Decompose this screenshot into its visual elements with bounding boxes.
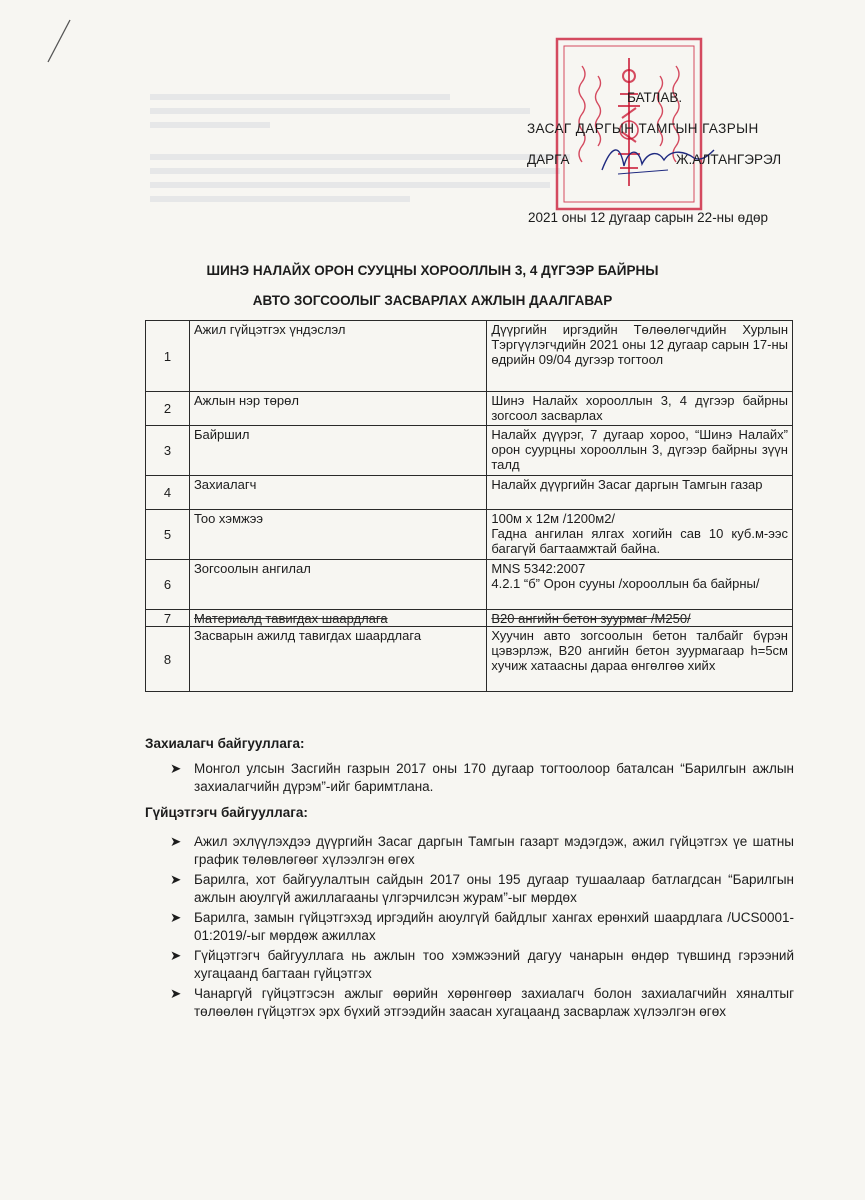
- list-item: [170, 871, 794, 907]
- table-row: [146, 321, 793, 392]
- approval-position: ДАРГА: [527, 152, 570, 167]
- arrow-bullet-icon: ➤: [170, 872, 182, 887]
- row-value: Налайх дүүрэг, 7 дугаар хороо, “Шинэ Налайх” орон суурцны хорооллын 3, дүгээр байрны зүүн талд: [487, 426, 793, 476]
- arrow-bullet-icon: ➤: [170, 986, 182, 1001]
- row-value: Хуучин авто зогсоолын бетон талбайг бүрэн цэвэрлэж, B20 ангийн бетон зуурмагаар h=5см хучиж хатаасны дараа өнгөлгөө хийх: [487, 627, 793, 692]
- row-number: 4: [146, 476, 190, 510]
- row-key: Ажил гүйцэтгэх үндэслэл: [189, 321, 486, 392]
- row-value: Шинэ Налайх хорооллын 3, 4 дүгээр байрны зогсоол засварлах: [487, 392, 793, 426]
- customer-list: [170, 760, 794, 798]
- customer-heading: Захиалагч байгууллага:: [145, 736, 305, 751]
- approval-label: БАТЛАВ.: [627, 90, 683, 105]
- bleed-through-area: [150, 92, 580, 237]
- list-item-text: Ажил эхлүүлэхдээ дүүргийн Засаг даргын Тамгын газарт мэдэгдэж, ажил гүйцэтгэх үе шатны график төлөвлөгөөг хүлээлгэн өгөх: [194, 834, 794, 867]
- table-row: [146, 610, 793, 627]
- row-value: Дүүргийн иргэдийн Төлөөлөгчдийн Хурлын Тэргүүлэгчдийн 2021 оны 12 дугаар сарын 17-ны өдрийн 09/04 дугээр тогтоол: [487, 321, 793, 392]
- row-key: Материалд тавигдах шаардлага: [189, 610, 486, 627]
- list-item: [170, 760, 794, 796]
- arrow-bullet-icon: ➤: [170, 834, 182, 849]
- row-key: Тоо хэмжээ: [189, 510, 486, 560]
- row-number: 3: [146, 426, 190, 476]
- approval-name: Ж.АЛТАНГЭРЭЛ: [676, 152, 782, 167]
- row-number: 7: [146, 610, 190, 627]
- list-item: [170, 947, 794, 983]
- row-value-extra: 4.2.1 “б” Орон сууны /хорооллын ба байрны/: [491, 576, 760, 591]
- contractor-heading: Гүйцэтгэгч байгууллага:: [145, 805, 308, 820]
- table-row: [146, 392, 793, 426]
- document-title-line2: АВТО ЗОГСООЛЫГ ЗАСВАРЛАХ АЖЛЫН ДААЛГАВАР: [252, 293, 613, 308]
- row-value: B20 ангийн бетон зуурмаг /M250/: [487, 610, 793, 627]
- row-key: Захиалагч: [189, 476, 486, 510]
- approval-organization: ЗАСАГ ДАРГЫН ТАМГЫН ГАЗРЫН: [527, 121, 759, 136]
- row-number: 5: [146, 510, 190, 560]
- row-key: Засварын ажилд тавигдах шаардлага: [189, 627, 486, 692]
- table-row: [146, 560, 793, 610]
- row-key: Байршил: [189, 426, 486, 476]
- arrow-bullet-icon: ➤: [170, 948, 182, 963]
- list-item: [170, 909, 794, 945]
- task-table: [145, 320, 793, 692]
- row-value-extra: Гадна ангилан ялгах хогийн сав 10 куб.м-ээс багагүй багтаамжтай байна.: [491, 526, 788, 556]
- list-item-text: Барилга, замын гүйцэтгэхэд иргэдийн аюулгүй байдлыг хангах ерөнхий шаардлага /UCS0001-01:2019/-ыг мөрдөж ажиллах: [194, 910, 794, 943]
- list-item-text: Чанаргүй гүйцэтгэсэн ажлыг өөрийн хөрөнгөөр захиалагч болон захиалагчийн хяналтыг төлөөлөн гүйцэтгэх эрх бүхий этгээдийн заасан хугацаанд засварлаж хүлээлгэн өгөх: [194, 986, 794, 1019]
- row-number: 6: [146, 560, 190, 610]
- list-item: [170, 985, 794, 1021]
- row-number: 8: [146, 627, 190, 692]
- arrow-bullet-icon: ➤: [170, 761, 182, 776]
- contractor-list: [170, 833, 794, 1023]
- pen-mark-icon: [44, 18, 74, 64]
- row-value: MNS 5342:2007: [491, 561, 586, 576]
- row-key: Ажлын нэр төрөл: [189, 392, 486, 426]
- table-row: [146, 426, 793, 476]
- row-value: Налайх дүүргийн Засаг даргын Тамгын газар: [487, 476, 793, 510]
- bleed-through-shapes: [150, 92, 580, 232]
- row-key: Зогсоолын ангилал: [189, 560, 486, 610]
- table-row: [146, 627, 793, 692]
- row-value: 100м х 12м /1200м2/: [491, 511, 616, 526]
- table-row: [146, 510, 793, 560]
- document-title-line1: ШИНЭ НАЛАЙХ ОРОН СУУЦНЫ ХОРООЛЛЫН 3, 4 ДҮГЭЭР БАЙРНЫ: [206, 263, 659, 278]
- table-row: [146, 476, 793, 510]
- approval-date: 2021 оны 12 дугаар сарын 22-ны өдөр: [528, 210, 768, 225]
- arrow-bullet-icon: ➤: [170, 910, 182, 925]
- list-item-text: Гүйцэтгэгч байгууллага нь ажлын тоо хэмжээний дагуу чанарын өндөр түвшинд гэрээний хугацаанд багтаан гүйцэтгэх: [194, 948, 794, 981]
- row-number: 2: [146, 392, 190, 426]
- row-value-cell: [487, 510, 793, 560]
- row-number: 1: [146, 321, 190, 392]
- list-item-text: Монгол улсын Засгийн газрын 2017 оны 170 дугаар тогтоолоор баталсан “Барилгын ажлын захиалагчийн дүрэм”-ийг баримтлана.: [194, 761, 794, 794]
- list-item: [170, 833, 794, 869]
- row-value-cell: [487, 560, 793, 610]
- list-item-text: Барилга, хот байгуулалтын сайдын 2017 оны 195 дугаар тушаалаар батлагдсан “Барилгын ажлын аюулгүй ажиллагааны үлгэрчилсэн журам”-ыг мөрдөх: [194, 872, 794, 905]
